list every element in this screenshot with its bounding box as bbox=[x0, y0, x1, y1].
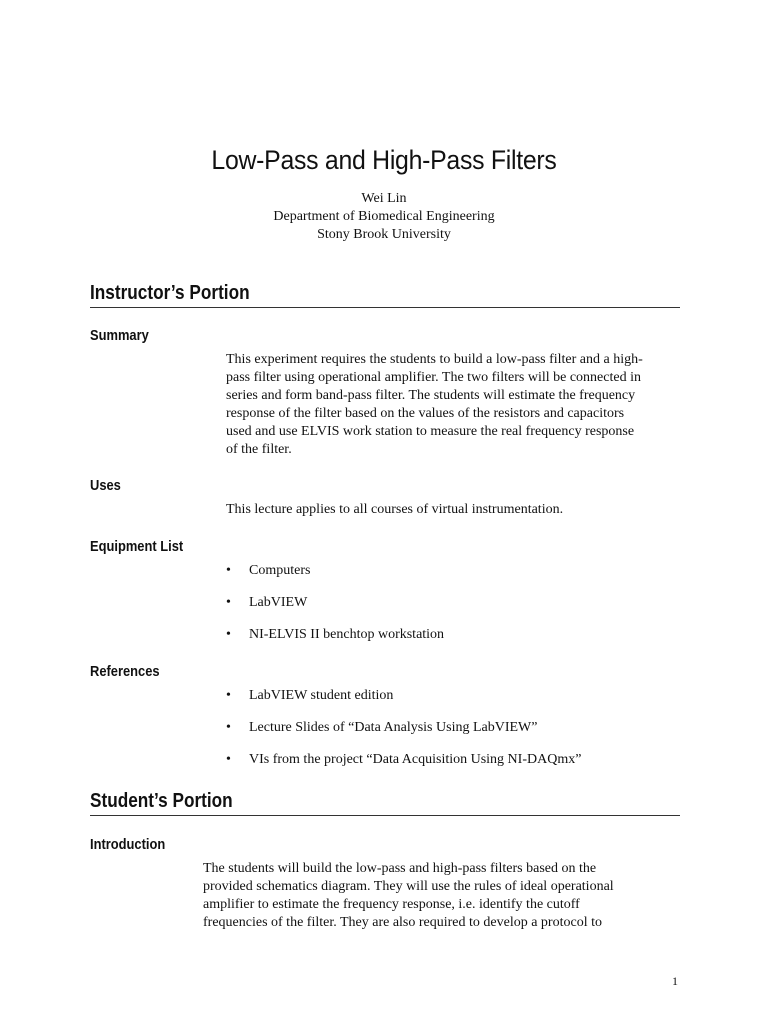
introduction-line: The students will build the low-pass and high-pass filters based on the bbox=[203, 861, 597, 876]
section-divider bbox=[90, 815, 680, 816]
instructor-portion-heading: Instructor’s Portion bbox=[90, 282, 250, 304]
introduction-text bbox=[203, 860, 680, 932]
introduction-line: amplifier to estimate the frequency response, i.e. identify the cutoff bbox=[203, 897, 580, 912]
equipment-list-heading: Equipment List bbox=[90, 538, 184, 555]
uses-text: This lecture applies to all courses of virtual instrumentation. bbox=[226, 502, 564, 517]
page-number: 1 bbox=[672, 974, 678, 988]
bullet-icon: • bbox=[226, 563, 231, 578]
bullet-icon: • bbox=[226, 627, 231, 642]
list-item: • Lecture Slides of “Data Analysis Using LabVIEW” bbox=[226, 720, 538, 735]
author-name: Wei Lin bbox=[361, 191, 407, 206]
summary-text bbox=[226, 351, 680, 459]
introduction-line: frequencies of the filter. They are also required to develop a protocol to bbox=[203, 915, 602, 930]
bullet-icon: • bbox=[226, 752, 231, 767]
introduction-heading: Introduction bbox=[90, 836, 166, 853]
summary-line: This experiment requires the students to build a low-pass filter and a high- bbox=[226, 352, 643, 367]
bullet-icon: • bbox=[226, 720, 231, 735]
introduction-line: provided schematics diagram. They will use the rules of ideal operational bbox=[203, 879, 614, 894]
list-item: • LabVIEW bbox=[226, 595, 308, 610]
bullet-icon: • bbox=[226, 688, 231, 703]
summary-line: response of the filter based on the values of the resistors and capacitors bbox=[226, 406, 625, 421]
list-item: • VIs from the project “Data Acquisition Using NI-DAQmx” bbox=[226, 752, 582, 767]
summary-line: used and use ELVIS work station to measure the real frequency response bbox=[226, 424, 635, 439]
summary-line: series and form band-pass filter. The students will estimate the frequency bbox=[226, 388, 636, 403]
author-department: Department of Biomedical Engineering bbox=[273, 209, 495, 224]
list-item: • NI-ELVIS II benchtop workstation bbox=[226, 627, 445, 642]
summary-heading: Summary bbox=[90, 327, 149, 344]
document-title: Low-Pass and High-Pass Filters bbox=[211, 145, 557, 175]
author-university: Stony Brook University bbox=[317, 227, 451, 242]
references-heading: References bbox=[90, 663, 160, 680]
uses-heading: Uses bbox=[90, 477, 121, 494]
summary-line: of the filter. bbox=[226, 442, 292, 457]
student-portion-heading: Student’s Portion bbox=[90, 790, 233, 812]
bullet-icon: • bbox=[226, 595, 231, 610]
section-divider bbox=[90, 307, 680, 308]
summary-line: pass filter using operational amplifier. The two filters will be connected in bbox=[226, 370, 641, 385]
list-item: • Computers bbox=[226, 563, 311, 578]
list-item: • LabVIEW student edition bbox=[226, 688, 394, 703]
